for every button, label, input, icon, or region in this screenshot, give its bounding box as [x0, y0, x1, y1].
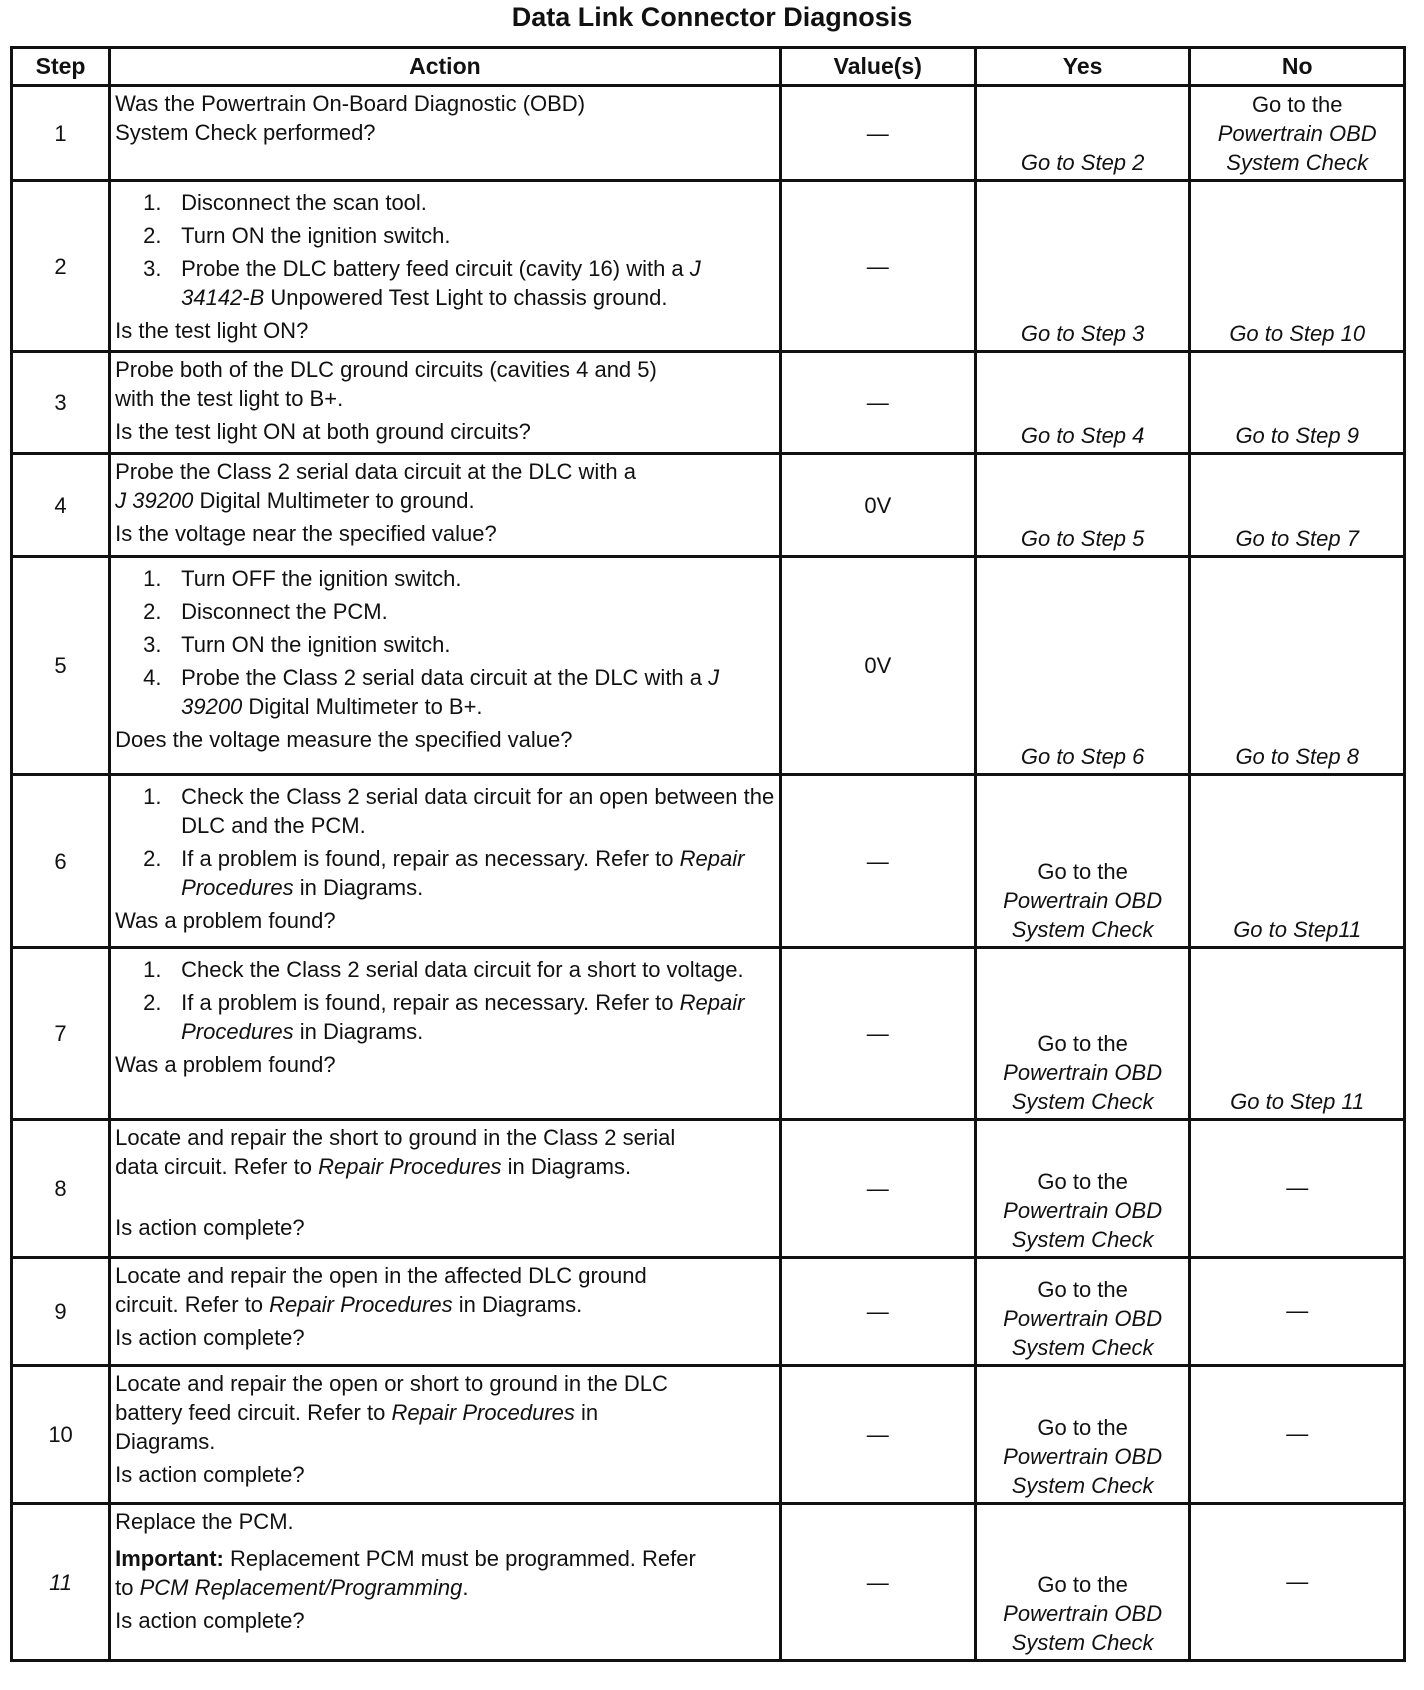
question-text: Is action complete? — [115, 1215, 305, 1240]
no-text: System Check — [1226, 150, 1369, 175]
action-cell — [110, 454, 781, 557]
list-item: 3. Turn ON the ignition switch. — [143, 632, 451, 657]
procedure-reference: PCM Replacement/Programming — [139, 1575, 463, 1600]
action-cell — [110, 557, 781, 775]
no-cell — [1190, 352, 1405, 454]
yes-cell — [975, 948, 1190, 1120]
action-cell — [110, 1504, 781, 1661]
step-number: 3 — [12, 352, 110, 454]
yes-text: Go to Step 3 — [1020, 321, 1145, 346]
table-header-row — [12, 48, 1405, 86]
no-text: Go to Step 11 — [1230, 1089, 1365, 1114]
no-text: Go to Step 10 — [1229, 321, 1366, 346]
list-item: 1. Turn OFF the ignition switch. — [143, 566, 462, 591]
yes-cell — [975, 86, 1190, 181]
yes-text: Go to Step 4 — [1020, 423, 1145, 448]
no-cell — [1190, 181, 1405, 352]
value-cell: — — [780, 1120, 975, 1258]
action-cell — [110, 1120, 781, 1258]
yes-text: System Check — [1011, 1227, 1154, 1252]
procedure-reference: Repair Procedures — [181, 990, 745, 1044]
header-values: Value(s) — [780, 48, 975, 86]
yes-text: Go to the — [1037, 1169, 1128, 1194]
no-cell — [1190, 1258, 1405, 1366]
yes-cell — [975, 775, 1190, 948]
value-cell: 0V — [780, 557, 975, 775]
no-cell — [1190, 1366, 1405, 1504]
list-item: 1. Check the Class 2 serial data circuit for an open between the DLC and the PCM. — [143, 784, 775, 838]
action-cell — [110, 86, 781, 181]
list-item: 3. Probe the DLC battery feed circuit (cavity 16) with a J 34142-B Unpowered Test Light to chassis ground. — [143, 256, 701, 310]
value-cell: — — [780, 1366, 975, 1504]
header-action: Action — [110, 48, 781, 86]
value-cell: — — [780, 1504, 975, 1661]
action-text: Locate and repair the open in the affected DLC ground — [115, 1263, 647, 1288]
action-text: battery feed circuit. Refer to Repair Procedures in — [115, 1400, 599, 1425]
list-item: 2. If a problem is found, repair as necessary. Refer to Repair Procedures in Diagrams. — [143, 990, 745, 1044]
step-number: 2 — [12, 181, 110, 352]
important-note: Important: Replacement PCM must be programmed. Refer to PCM Replacement/Programming. — [115, 1546, 696, 1600]
list-item: 4. Probe the Class 2 serial data circuit at the DLC with a J 39200 Digital Multimeter to B+. — [143, 665, 720, 719]
question-text: Is action complete? — [115, 1608, 305, 1633]
yes-text: Go to the — [1037, 859, 1128, 884]
value-cell: — — [780, 352, 975, 454]
page-title: Data Link Connector Diagnosis — [511, 2, 913, 32]
table-row — [12, 775, 1405, 948]
no-text: — — [1286, 1175, 1309, 1200]
diagnosis-table — [10, 46, 1406, 1662]
no-text: Go to Step 7 — [1235, 526, 1359, 551]
yes-cell — [975, 1258, 1190, 1366]
value-cell: 0V — [780, 454, 975, 557]
step-number: 8 — [12, 1120, 110, 1258]
value-cell: — — [780, 775, 975, 948]
action-text: Was the Powertrain On-Board Diagnostic (OBD) — [115, 91, 586, 116]
no-cell — [1190, 557, 1405, 775]
yes-text: System Check — [1011, 1089, 1154, 1114]
table-row — [12, 1120, 1405, 1258]
action-cell — [110, 1258, 781, 1366]
question-text: Is the test light ON at both ground circuits? — [115, 419, 531, 444]
action-cell — [110, 1366, 781, 1504]
header-step: Step — [12, 48, 110, 86]
table-row — [12, 1366, 1405, 1504]
question-text: Is action complete? — [115, 1325, 305, 1350]
yes-text: Go to the — [1037, 1277, 1128, 1302]
value-cell: — — [780, 1258, 975, 1366]
no-text: Go to Step 9 — [1235, 423, 1359, 448]
value-cell: — — [780, 181, 975, 352]
action-text: Probe both of the DLC ground circuits (cavities 4 and 5) — [115, 357, 657, 382]
tool-reference: J 39200 — [115, 488, 194, 513]
action-text: System Check performed? — [115, 120, 376, 145]
table-row — [12, 181, 1405, 352]
procedure-reference: Repair Procedures — [181, 846, 745, 900]
yes-text: System Check — [1011, 1335, 1154, 1360]
procedure-reference: Repair Procedures — [269, 1292, 453, 1317]
step-number: 1 — [12, 86, 110, 181]
list-item: 2. Disconnect the PCM. — [143, 599, 388, 624]
list-item: 1. Check the Class 2 serial data circuit for a short to voltage. — [143, 957, 744, 982]
yes-text: Powertrain OBD — [1003, 1306, 1163, 1331]
step-number: 4 — [12, 454, 110, 557]
question-text: Is action complete? — [115, 1462, 305, 1487]
value-cell: — — [780, 86, 975, 181]
value-cell: — — [780, 948, 975, 1120]
step-number: 9 — [12, 1258, 110, 1366]
question-text: Is the test light ON? — [115, 318, 309, 343]
table-row — [12, 948, 1405, 1120]
no-text: — — [1286, 1421, 1309, 1446]
action-text: circuit. Refer to Repair Procedures in Diagrams. — [115, 1292, 583, 1317]
no-text: Go to Step 8 — [1235, 744, 1359, 769]
action-text: Probe the Class 2 serial data circuit at the DLC with a — [115, 459, 637, 484]
no-cell — [1190, 454, 1405, 557]
yes-text: Powertrain OBD — [1003, 1444, 1163, 1469]
yes-cell — [975, 1366, 1190, 1504]
action-text: Replace the PCM. — [115, 1509, 294, 1534]
procedure-reference: Repair Procedures — [318, 1154, 502, 1179]
action-text: J 39200 Digital Multimeter to ground. — [115, 488, 475, 513]
yes-text: Go to Step 6 — [1020, 744, 1145, 769]
action-text: data circuit. Refer to Repair Procedures in Diagrams. — [115, 1154, 632, 1179]
no-cell — [1190, 1504, 1405, 1661]
yes-cell — [975, 454, 1190, 557]
header-yes: Yes — [975, 48, 1190, 86]
question-text: Was a problem found? — [115, 908, 336, 933]
no-text: Powertrain OBD — [1217, 121, 1377, 146]
yes-text: Go to the — [1037, 1415, 1128, 1440]
list-item: 2. If a problem is found, repair as necessary. Refer to Repair Procedures in Diagrams. — [143, 846, 745, 900]
table-row — [12, 1258, 1405, 1366]
table-row — [12, 557, 1405, 775]
yes-text: System Check — [1011, 1630, 1154, 1655]
yes-text: Go to the — [1037, 1031, 1128, 1056]
procedure-reference: Repair Procedures — [391, 1400, 575, 1425]
step-number: 5 — [12, 557, 110, 775]
table-row — [12, 86, 1405, 181]
step-number: 11 — [12, 1504, 110, 1661]
action-text: with the test light to B+. — [115, 386, 344, 411]
question-text: Is the voltage near the specified value? — [115, 521, 497, 546]
yes-text: Powertrain OBD — [1003, 1198, 1163, 1223]
action-cell — [110, 775, 781, 948]
list-item: 2. Turn ON the ignition switch. — [143, 223, 451, 248]
yes-text: Go to the — [1037, 1572, 1128, 1597]
yes-text: System Check — [1011, 1473, 1154, 1498]
no-cell — [1190, 86, 1405, 181]
yes-cell — [975, 352, 1190, 454]
question-text: Does the voltage measure the specified value? — [115, 727, 573, 752]
action-cell — [110, 181, 781, 352]
no-text: Go to Step11 — [1233, 917, 1362, 942]
yes-text: Go to Step 5 — [1020, 526, 1145, 551]
no-text: — — [1286, 1568, 1309, 1594]
action-cell — [110, 948, 781, 1120]
no-cell — [1190, 775, 1405, 948]
yes-cell — [975, 1120, 1190, 1258]
step-number: 6 — [12, 775, 110, 948]
tool-reference: J 39200 — [181, 665, 720, 719]
no-text: Go to the — [1251, 92, 1343, 117]
step-number: 7 — [12, 948, 110, 1120]
header-no: No — [1190, 48, 1405, 86]
yes-text: Powertrain OBD — [1003, 1060, 1163, 1085]
step-number: 10 — [12, 1366, 110, 1504]
list-item: 1. Disconnect the scan tool. — [143, 190, 427, 215]
no-text: — — [1286, 1298, 1309, 1323]
table-row — [12, 1504, 1405, 1661]
tool-reference: J 34142-B — [181, 256, 701, 310]
table-row — [12, 454, 1405, 557]
action-text: Locate and repair the short to ground in the Class 2 serial — [115, 1125, 676, 1150]
yes-text: System Check — [1011, 917, 1154, 942]
yes-text: Powertrain OBD — [1003, 1601, 1163, 1626]
action-cell — [110, 352, 781, 454]
action-text: Diagrams. — [115, 1429, 216, 1454]
yes-cell — [975, 557, 1190, 775]
no-cell — [1190, 948, 1405, 1120]
yes-text: Go to Step 2 — [1020, 150, 1145, 175]
important-label: Important: — [115, 1546, 224, 1571]
yes-text: Powertrain OBD — [1003, 888, 1163, 913]
question-text: Was a problem found? — [115, 1052, 336, 1077]
no-cell — [1190, 1120, 1405, 1258]
yes-cell — [975, 181, 1190, 352]
yes-cell — [975, 1504, 1190, 1661]
action-text: Locate and repair the open or short to ground in the DLC — [115, 1371, 668, 1396]
table-row — [12, 352, 1405, 454]
